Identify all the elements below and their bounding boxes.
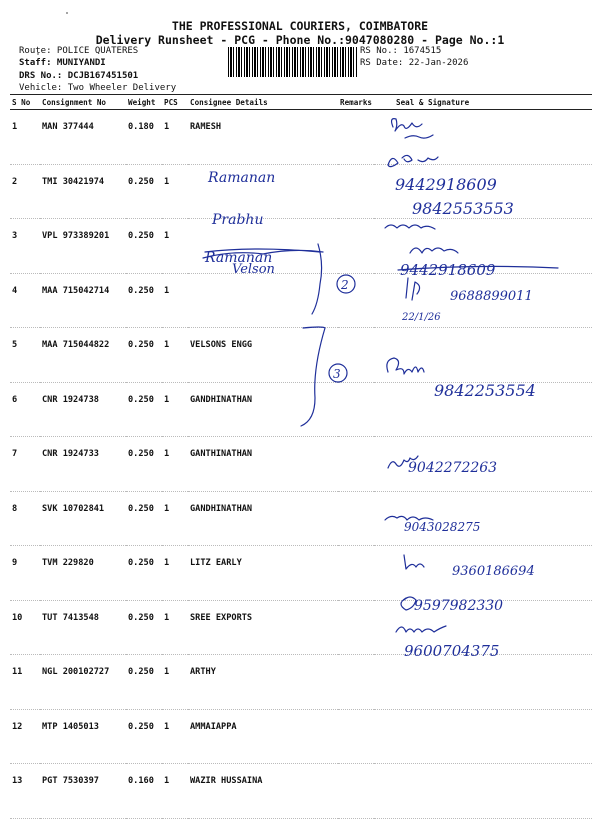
- cell-consignment: TMI 30421974: [40, 164, 126, 219]
- cell-consignee: GANDHINATHAN: [188, 382, 338, 437]
- cell-weight: 0.250: [126, 655, 162, 710]
- cell-pcs: 1: [162, 273, 188, 328]
- cell-pcs: 1: [162, 382, 188, 437]
- cell-weight: 0.250: [126, 164, 162, 219]
- route-label: Route: POLICE QUATERES: [19, 46, 139, 56]
- cell-weight: 0.250: [126, 600, 162, 655]
- cell-consignee: WAZIR HUSSAINA: [188, 764, 338, 819]
- col-consignment: Consignment No: [40, 95, 126, 110]
- cell-weight: 0.250: [126, 491, 162, 546]
- signature-scribble: [406, 278, 420, 300]
- cell-pcs: 1: [162, 600, 188, 655]
- col-remarks: Remarks: [338, 95, 374, 110]
- row10-handwritten-phone: 9043028275: [404, 520, 481, 534]
- col-sno: S No: [10, 95, 40, 110]
- cell-consignee: SREE EXPORTS: [188, 600, 338, 655]
- row3-handwritten-name: Prabhu: [212, 212, 264, 228]
- col-pcs: PCS: [162, 95, 188, 110]
- cell-weight: 0.180: [126, 110, 162, 165]
- rs-number: RS No.: 1674515: [360, 46, 442, 56]
- cell-sno: 8: [10, 491, 40, 546]
- rs-date: RS Date: 22-Jan-2026: [360, 58, 469, 68]
- col-weight: Weight: [126, 95, 162, 110]
- row11-handwritten-phone: 9360186694: [452, 564, 535, 579]
- company-title: THE PROFESSIONAL COURIERS, COIMBATORE: [171, 19, 429, 33]
- cell-sno: 2: [10, 164, 40, 219]
- cell-weight: 0.250: [126, 709, 162, 764]
- cell-consignee: VELSONS ENGG: [188, 328, 338, 383]
- cell-consignee: RAMESH: [188, 110, 338, 165]
- signature-scribble: [385, 225, 435, 229]
- cell-weight: 0.250: [126, 219, 162, 274]
- runsheet-subtitle: Delivery Runsheet - PCG - Phone No.:9047080280 - Page No.:1: [95, 33, 505, 47]
- row12-handwritten-phone: 9597982330: [414, 598, 504, 614]
- cell-consignment: MTP 1405013: [40, 709, 126, 764]
- row5-handwritten-date: 22/1/26: [402, 312, 441, 323]
- cell-consignment: VPL 973389201: [40, 219, 126, 274]
- col-signature: Seal & Signature: [374, 95, 592, 110]
- row2-handwritten-phone: 9442918609: [395, 175, 497, 194]
- row4-crossed-phone: 9442918609: [400, 261, 496, 279]
- cell-pcs: 1: [162, 437, 188, 492]
- cell-sno: 1: [10, 110, 40, 165]
- cell-consignee: ARTHY: [188, 655, 338, 710]
- signature-scribble: [404, 555, 424, 569]
- cell-pcs: 1: [162, 164, 188, 219]
- signature-scribble: [388, 155, 438, 166]
- signature-scribble: [396, 626, 446, 632]
- cell-pcs: 1: [162, 219, 188, 274]
- cell-consignee: AMMAIAPPA: [188, 709, 338, 764]
- vehicle-label: Vehicle: Two Wheeler Delivery: [19, 83, 177, 93]
- cell-consignment: PGT 7530397: [40, 764, 126, 819]
- row5-handwritten-phone: 9688899011: [450, 289, 533, 304]
- cell-sno: 13: [10, 764, 40, 819]
- cell-pcs: 1: [162, 328, 188, 383]
- cell-sno: 3: [10, 219, 40, 274]
- cell-consignee: GANTHINATHAN: [188, 437, 338, 492]
- cell-weight: 0.250: [126, 437, 162, 492]
- cell-consignment: TUT 7413548: [40, 600, 126, 655]
- cell-consignment: CNR 1924738: [40, 382, 126, 437]
- bracket-mark: [301, 327, 325, 426]
- cell-consignment: MAN 377444: [40, 110, 126, 165]
- cell-pcs: 1: [162, 655, 188, 710]
- cell-consignment: TVM 229820: [40, 546, 126, 601]
- cell-weight: 0.250: [126, 328, 162, 383]
- cell-pcs: 1: [162, 491, 188, 546]
- cell-pcs: 1: [162, 709, 188, 764]
- row9-handwritten-phone: 9042272263: [408, 460, 498, 476]
- row13-handwritten-phone: 9600704375: [404, 642, 500, 660]
- drs-number: DRS No.: DCJB167451501: [19, 71, 139, 81]
- row4-handwritten-name: Ramanan: [205, 250, 273, 266]
- row2-handwritten-name: Ramanan: [208, 170, 276, 186]
- cell-consignment: SVK 10702841: [40, 491, 126, 546]
- cell-sno: 10: [10, 600, 40, 655]
- mark-3: 3: [333, 367, 341, 381]
- cell-weight: 0.250: [126, 382, 162, 437]
- row3-handwritten-phone: 9842553553: [412, 199, 514, 218]
- cell-sno: 7: [10, 437, 40, 492]
- row4-handwritten-velson: Velson: [232, 262, 275, 277]
- cell-weight: 0.160: [126, 764, 162, 819]
- cell-weight: 0.250: [126, 546, 162, 601]
- row7-handwritten-phone: 9842253554: [434, 381, 536, 400]
- cell-sno: 4: [10, 273, 40, 328]
- bracket-mark: [312, 244, 322, 314]
- signature-scribble: [387, 358, 424, 374]
- col-consignee: Consignee Details: [188, 95, 338, 110]
- mark-2: 2: [341, 278, 349, 292]
- cell-consignment: MAA 715042714: [40, 273, 126, 328]
- cell-consignee: LITZ EARLY: [188, 546, 338, 601]
- cell-sno: 12: [10, 709, 40, 764]
- cell-consignee: GANDHINATHAN: [188, 491, 338, 546]
- cell-sno: 5: [10, 328, 40, 383]
- signature-scribble: [410, 248, 458, 253]
- cell-consignment: CNR 1924733: [40, 437, 126, 492]
- cell-sno: 11: [10, 655, 40, 710]
- cell-pcs: 1: [162, 110, 188, 165]
- cell-pcs: 1: [162, 764, 188, 819]
- cell-sno: 6: [10, 382, 40, 437]
- staff-label: Staff: MUNIYANDI: [19, 58, 106, 68]
- cell-consignment: NGL 200102727: [40, 655, 126, 710]
- cell-consignment: MAA 715044822: [40, 328, 126, 383]
- cell-sno: 9: [10, 546, 40, 601]
- cell-weight: 0.250: [126, 273, 162, 328]
- signature-scribble: [392, 119, 433, 138]
- cell-pcs: 1: [162, 546, 188, 601]
